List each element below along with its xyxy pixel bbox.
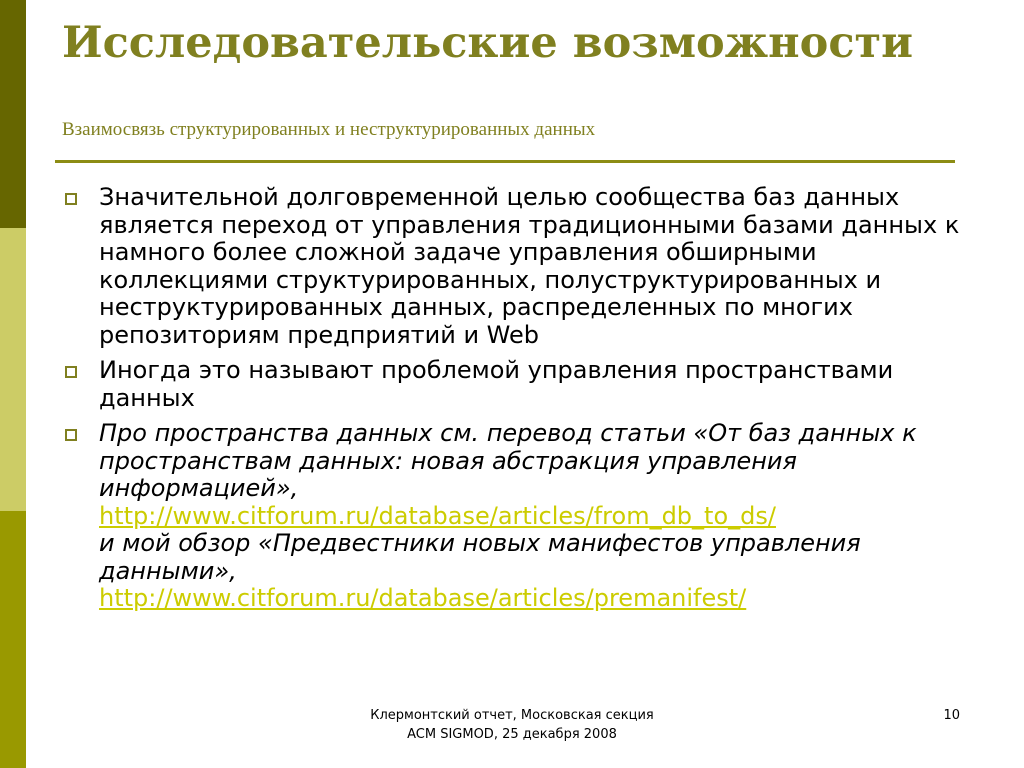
bullet-square-icon xyxy=(65,429,77,441)
bullet-square-icon xyxy=(65,366,77,378)
slide-subtitle: Взаимосвязь структурированных и неструктурированных данных xyxy=(62,119,596,140)
sidebar-decoration xyxy=(0,0,26,768)
bullet-text-part: и мой обзор «Предвестники новых манифестов управления данными», xyxy=(99,529,861,585)
sidebar-segment-mid xyxy=(0,511,26,768)
bullet-text: Значительной долговременной целью сообщества баз данных является переход от управления традиционными базами данных к намного более сложной задаче управления обширными коллекциями структурированных, полуструктурированных и неструктурированных данных, распределенных по многих репозиториям предприятий и Web xyxy=(99,183,960,349)
bullet-text: Иногда это называют проблемой управления пространствами данных xyxy=(99,356,894,412)
slide-footer xyxy=(300,706,724,744)
title-divider xyxy=(55,160,955,163)
page-number: 10 xyxy=(943,708,960,723)
bullet-square-icon xyxy=(65,193,77,205)
link-from-db-to-ds[interactable]: http://www.citforum.ru/database/articles/from_db_to_ds/ xyxy=(99,501,776,530)
sidebar-segment-light xyxy=(0,228,26,511)
slide-title: Исследовательские возможности xyxy=(62,18,914,68)
bullet-item xyxy=(62,420,962,613)
footer-line: ACM SIGMOD, 25 декабря 2008 xyxy=(407,727,617,742)
bullet-list xyxy=(62,184,962,621)
bullet-text-part: Про пространства данных см. перевод статьи «От баз данных к пространствам данных: новая абстракция управления информацией», xyxy=(99,419,917,502)
bullet-text-with-links xyxy=(99,420,962,613)
bullet-item xyxy=(62,357,962,412)
sidebar-segment-dark xyxy=(0,0,26,228)
bullet-item xyxy=(62,184,962,349)
link-premanifest[interactable]: http://www.citforum.ru/database/articles/premanifest/ xyxy=(99,584,747,612)
footer-line: Клермонтский отчет, Московская секция xyxy=(370,708,654,723)
